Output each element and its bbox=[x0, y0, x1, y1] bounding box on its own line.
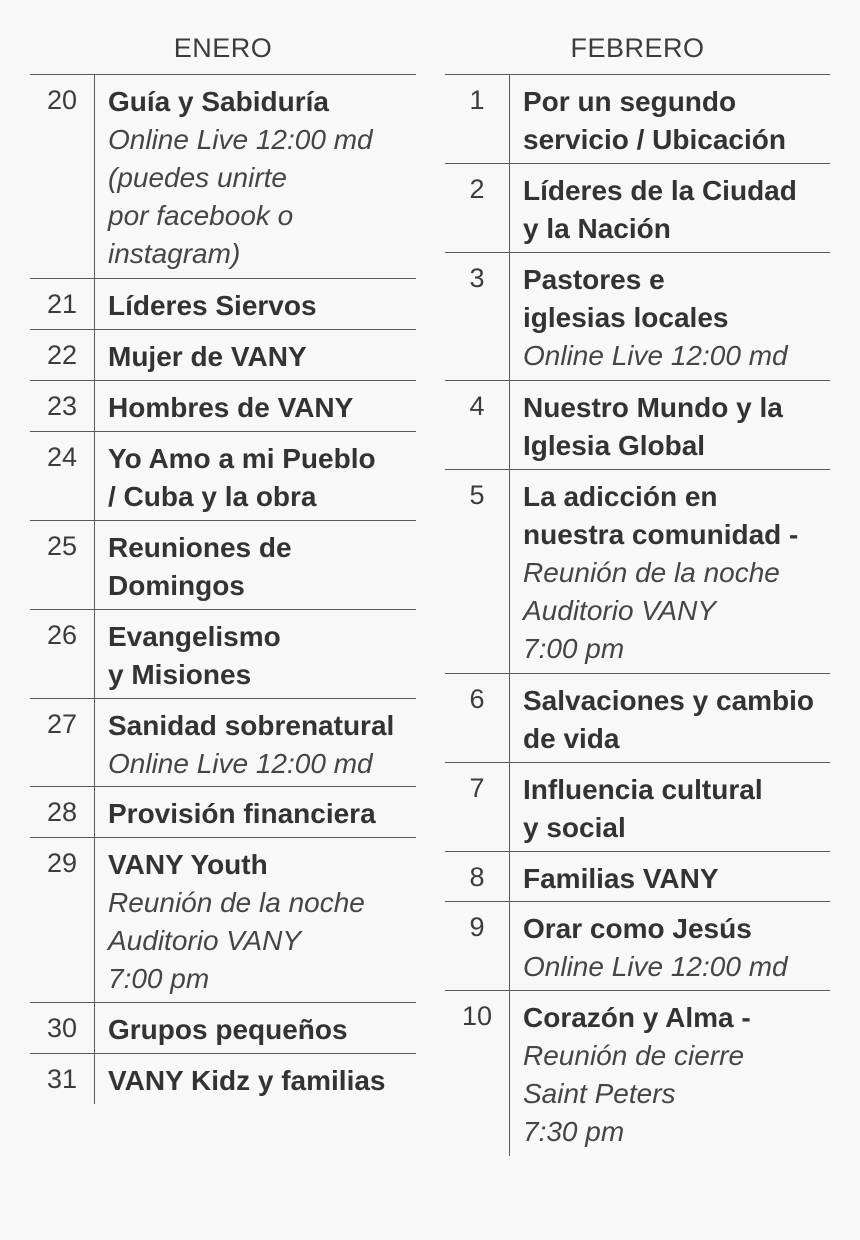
event-title: y social bbox=[523, 812, 626, 843]
schedule-row bbox=[30, 329, 416, 372]
event-details bbox=[108, 440, 416, 516]
event-subtitle: 7:00 pm bbox=[523, 633, 625, 664]
schedule-row bbox=[445, 163, 830, 244]
event-title: Orar como Jesús bbox=[523, 913, 752, 944]
event-title: Evangelismo bbox=[108, 621, 281, 652]
schedule-row bbox=[445, 469, 830, 664]
event-details bbox=[108, 529, 416, 605]
event-title: nuestra comunidad - bbox=[523, 519, 799, 550]
month-title-febrero: FEBRERO bbox=[570, 33, 705, 63]
day-number: 5 bbox=[469, 480, 485, 510]
event-details bbox=[523, 860, 830, 898]
event-title: Yo Amo a mi Pueblo bbox=[108, 443, 376, 474]
schedule-row bbox=[30, 837, 416, 994]
event-title: Reuniones de bbox=[108, 532, 292, 563]
schedule-row bbox=[30, 278, 416, 321]
schedule-row bbox=[445, 673, 830, 754]
event-details bbox=[108, 1011, 416, 1049]
day-number: 2 bbox=[469, 174, 485, 204]
day-number: 6 bbox=[469, 684, 485, 714]
event-subtitle: Auditorio VANY bbox=[108, 925, 301, 956]
event-title: / Cuba y la obra bbox=[108, 481, 317, 512]
day-number: 1 bbox=[469, 85, 485, 115]
event-title: Corazón y Alma - bbox=[523, 1002, 751, 1033]
day-number: 9 bbox=[469, 912, 485, 942]
event-details bbox=[523, 261, 830, 375]
schedule-row bbox=[445, 74, 830, 155]
event-details bbox=[523, 910, 830, 986]
event-details bbox=[108, 1062, 416, 1100]
event-details bbox=[108, 287, 416, 325]
schedule-row bbox=[30, 698, 416, 779]
schedule-row bbox=[445, 901, 830, 982]
schedule-row bbox=[30, 380, 416, 423]
day-number: 7 bbox=[469, 773, 485, 803]
event-details bbox=[108, 389, 416, 427]
event-subtitle: Saint Peters bbox=[523, 1078, 676, 1109]
event-subtitle: por facebook o bbox=[108, 200, 294, 231]
event-subtitle: Online Live 12:00 md bbox=[108, 748, 373, 779]
event-details bbox=[108, 795, 416, 833]
day-number: 29 bbox=[46, 848, 78, 878]
day-number: 28 bbox=[46, 797, 78, 827]
event-title: Salvaciones y cambio bbox=[523, 685, 815, 716]
event-subtitle: (puedes unirte bbox=[108, 162, 288, 193]
day-number: 21 bbox=[46, 289, 78, 319]
schedule-row bbox=[445, 851, 830, 894]
event-subtitle: 7:30 pm bbox=[523, 1116, 625, 1147]
event-subtitle: Online Live 12:00 md bbox=[523, 951, 788, 982]
schedule-row bbox=[30, 786, 416, 829]
day-number: 31 bbox=[46, 1064, 78, 1094]
day-number: 25 bbox=[46, 531, 78, 561]
event-title: Líderes Siervos bbox=[108, 290, 317, 321]
event-details bbox=[523, 682, 830, 758]
schedule-row bbox=[30, 609, 416, 690]
event-title: Iglesia Global bbox=[523, 430, 706, 461]
event-details bbox=[108, 83, 416, 273]
event-title: Grupos pequeños bbox=[108, 1014, 348, 1045]
event-title: La adicción en bbox=[523, 481, 718, 512]
event-details bbox=[523, 83, 830, 159]
column-divider bbox=[509, 74, 510, 1156]
day-number: 8 bbox=[469, 862, 485, 892]
event-title: Hombres de VANY bbox=[108, 392, 354, 423]
event-title: Líderes de la Ciudad bbox=[523, 175, 797, 206]
day-number: 26 bbox=[46, 620, 78, 650]
schedule-row bbox=[30, 74, 416, 269]
day-number: 22 bbox=[46, 340, 78, 370]
schedule-row bbox=[30, 520, 416, 601]
day-number: 10 bbox=[461, 1001, 493, 1031]
month-title-enero: ENERO bbox=[173, 33, 273, 63]
event-details bbox=[523, 999, 830, 1151]
event-subtitle: Online Live 12:00 md bbox=[108, 124, 373, 155]
event-subtitle: Online Live 12:00 md bbox=[523, 340, 788, 371]
event-title: Influencia cultural bbox=[523, 774, 763, 805]
event-details bbox=[523, 478, 830, 668]
column-divider bbox=[94, 74, 95, 1104]
schedule-row bbox=[30, 431, 416, 512]
event-details bbox=[108, 846, 416, 998]
event-title: de vida bbox=[523, 723, 620, 754]
day-number: 3 bbox=[469, 263, 485, 293]
event-title: y Misiones bbox=[108, 659, 252, 690]
schedule-row bbox=[30, 1053, 416, 1096]
day-number: 4 bbox=[469, 391, 485, 421]
event-title: Pastores e bbox=[523, 264, 665, 295]
event-title: Familias VANY bbox=[523, 863, 719, 894]
event-subtitle: instagram) bbox=[108, 238, 241, 269]
event-details bbox=[523, 771, 830, 847]
event-details bbox=[108, 707, 416, 783]
event-subtitle: Auditorio VANY bbox=[523, 595, 716, 626]
schedule-row bbox=[445, 990, 830, 1147]
event-details bbox=[523, 172, 830, 248]
event-subtitle: Reunión de la noche bbox=[108, 887, 365, 918]
day-number: 20 bbox=[46, 85, 78, 115]
event-subtitle: Reunión de la noche bbox=[523, 557, 780, 588]
day-number: 30 bbox=[46, 1013, 78, 1043]
day-number: 24 bbox=[46, 442, 78, 472]
event-details bbox=[523, 389, 830, 465]
event-title: Sanidad sobrenatural bbox=[108, 710, 395, 741]
event-title: y la Nación bbox=[523, 213, 671, 244]
event-details bbox=[108, 338, 416, 376]
event-title: Mujer de VANY bbox=[108, 341, 307, 372]
event-title: Guía y Sabiduría bbox=[108, 86, 329, 117]
event-title: Por un segundo bbox=[523, 86, 737, 117]
event-title: servicio / Ubicación bbox=[523, 124, 786, 155]
schedule-row bbox=[445, 252, 830, 371]
day-number: 27 bbox=[46, 709, 78, 739]
event-title: VANY Youth bbox=[108, 849, 268, 880]
event-title: Domingos bbox=[108, 570, 245, 601]
schedule-row bbox=[30, 1002, 416, 1045]
schedule-row bbox=[445, 762, 830, 843]
event-title: Provisión financiera bbox=[108, 798, 376, 829]
schedule-row bbox=[445, 380, 830, 461]
event-title: iglesias locales bbox=[523, 302, 729, 333]
event-subtitle: Reunión de cierre bbox=[523, 1040, 745, 1071]
event-subtitle: 7:00 pm bbox=[108, 963, 210, 994]
event-title: Nuestro Mundo y la bbox=[523, 392, 783, 423]
event-details bbox=[108, 618, 416, 694]
event-title: VANY Kidz y familias bbox=[108, 1065, 386, 1096]
day-number: 23 bbox=[46, 391, 78, 421]
